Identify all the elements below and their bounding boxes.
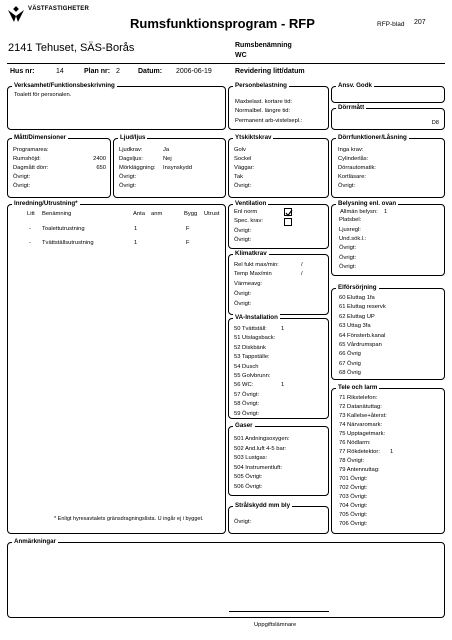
tele-row-value: 1: [390, 449, 394, 455]
power-row: 68 Övrig: [339, 370, 361, 377]
ventilation-row: Enl norm: [234, 209, 258, 215]
tele-row-label: 76 Nödlarm:: [339, 440, 371, 446]
sound-light-label: Övrigt:: [119, 174, 137, 180]
surface-row: Sockel: [234, 156, 252, 162]
lighting-label: Und.sök.l.:: [339, 235, 367, 242]
power-row: 66 Övrig: [339, 351, 361, 358]
table-row-name: Tvättställsutrustning: [42, 240, 94, 246]
tele-row-label: 72 Datanätuttag:: [339, 404, 382, 410]
tele-row-label: 702 Övrigt:: [339, 485, 368, 491]
surface-row: Övrigt:: [234, 183, 252, 189]
tele-row-label: 705 Övrigt:: [339, 512, 368, 518]
climate-title: Klimatkrav: [235, 250, 267, 257]
climate-slash: /: [301, 262, 303, 268]
tele-row-label: 703 Övrigt:: [339, 494, 368, 500]
col-header-count: Anta: [133, 211, 145, 217]
person-load-row: Permanent arb-vistelsepl.:: [235, 118, 303, 124]
radiation-title: Strålskydd mm bly: [235, 502, 291, 509]
logo-text: VÄSTFASTIGHETER: [28, 6, 90, 12]
water-row-value: 1: [281, 382, 285, 389]
logo: [6, 6, 106, 28]
sound-light-label: Övrigt:: [119, 183, 137, 189]
tele-row-label: 78 Övrigt:: [339, 458, 365, 464]
climate-row: Övrigt:: [234, 301, 252, 307]
col-header-name: Benämning: [42, 211, 72, 217]
sound-light-value: Nej: [163, 156, 172, 162]
dimensions-section: [7, 134, 111, 198]
climate-slash: /: [301, 271, 303, 277]
person-load-row: Maxbelast. kortare tid:: [235, 99, 293, 105]
house-label: Hus nr:: [10, 68, 35, 75]
door-size-section: [331, 104, 445, 130]
water-installation-title: VA-Installation: [235, 314, 278, 321]
furnishing-footnote: * Enligt hyresavtalets gränsdragningslista. U ingår ej i bygget.: [54, 516, 204, 522]
approval-title: Ansv. Godk: [338, 82, 372, 89]
tele-row-label: 75 Upptagetmark:: [339, 431, 386, 437]
door-size-value: D8: [431, 120, 439, 126]
door-function-row: Övrigt:: [338, 183, 356, 189]
col-header-build: Bygg: [184, 211, 198, 217]
tele-alarm-title: Tele och larm: [338, 384, 378, 391]
dimension-value: 2400: [93, 156, 106, 162]
person-load-row: Normalbel. längre tid:: [235, 108, 291, 114]
dimension-label: Dagmått dörr:: [13, 165, 49, 171]
ventilation-row: Övrigt:: [234, 228, 252, 234]
tele-row-label: 73 Kallelse+återst:: [339, 413, 387, 419]
plan-value: 2: [116, 68, 120, 75]
table-row-build: F: [186, 240, 190, 246]
building-name: 2141 Tehuset, SÄS-Borås: [8, 42, 135, 54]
power-row: 65 Vårdrumspan: [339, 342, 382, 348]
climate-section: [228, 250, 329, 315]
tele-row-label: 77 Rökdetektor:: [339, 449, 380, 455]
tele-row-label: 79 Antennuttag:: [339, 467, 380, 473]
power-row: 62 Eluttag UP: [339, 313, 375, 320]
col-header-equip: Utrust: [204, 211, 220, 217]
provider-label: Uppgiftslämnare: [254, 622, 297, 628]
water-row-label: 56 WC:: [234, 382, 254, 389]
page-title: Rumsfunktionsprogram - RFP: [130, 16, 315, 31]
gas-row: 503 Lustgas:: [234, 455, 268, 462]
dimensions-title: Mått/Dimensioner: [14, 134, 66, 141]
activity-section: [7, 82, 226, 130]
climate-row: Övrigt:: [234, 291, 252, 297]
water-row-label: 54 Dusch: [234, 363, 259, 370]
lighting-label: Övrigt:: [339, 263, 357, 270]
remarks-section: [7, 538, 445, 618]
col-header-note: anm: [151, 211, 163, 217]
person-load-section: [228, 82, 329, 130]
power-row: 63 Uttag 3fa: [339, 323, 371, 330]
door-size-title: Dörrmått: [338, 104, 365, 111]
water-row-label: 50 Tvättställ:: [234, 326, 267, 332]
surface-row: Golv: [234, 147, 246, 153]
power-row: 60 Eluttag 1fa: [339, 295, 375, 301]
surface-section: [228, 134, 329, 198]
water-row-label: 53 Tappställe:: [234, 354, 270, 361]
header-divider: [7, 63, 445, 64]
gas-row: 501 Andningsoxygen:: [234, 436, 290, 442]
dimension-label: Rumshöjd:: [13, 156, 41, 162]
water-row-label: 51 Utslagsback:: [234, 335, 276, 342]
remarks-title: Anmärkningar: [14, 538, 56, 545]
table-row-litt: -: [29, 240, 31, 246]
signature-line: [229, 611, 329, 612]
approval-section: [331, 82, 445, 103]
lighting-value: 1: [384, 209, 388, 215]
tele-row-label: 706 Övrigt:: [339, 521, 368, 527]
sheet-number: 207: [414, 19, 426, 26]
radiation-section: [228, 502, 329, 534]
furnishing-section: [7, 200, 226, 534]
table-row-litt: -: [29, 226, 31, 232]
sound-light-value: Insynskydd: [163, 165, 192, 171]
climate-row: Rel fukt max/min:: [234, 262, 279, 268]
radiation-row: Övrigt:: [234, 519, 252, 525]
lighting-label: Övrigt:: [339, 245, 357, 252]
plan-label: Plan nr:: [84, 68, 111, 75]
door-function-section: [331, 134, 445, 198]
tele-row-label: 701 Övrigt:: [339, 476, 368, 482]
water-row-label: 55 Golvbrunn:: [234, 373, 271, 379]
ventilation-section: [228, 200, 329, 249]
gases-title: Gaser: [235, 422, 253, 429]
activity-title: Verksamhet/Funktionsbeskrivning: [14, 82, 115, 89]
lighting-label: Övrigt:: [339, 254, 357, 261]
gas-row: 504 Instrumentluft:: [234, 464, 283, 471]
tele-row-label: 74 Närvaromark:: [339, 422, 383, 428]
lighting-label: Ljusregl:: [339, 226, 361, 233]
water-row-value: 1: [281, 326, 285, 332]
ventilation-row: Övrigt:: [234, 237, 252, 243]
person-load-title: Personbelastning: [235, 82, 287, 89]
sound-light-value: Ja: [163, 147, 170, 153]
table-row-count: 1: [134, 240, 138, 246]
door-function-row: Kortläsare:: [338, 174, 367, 180]
dimension-label: Programarea:: [13, 147, 49, 153]
surface-row: Tak: [234, 174, 244, 180]
activity-text: Toalett för personalen.: [14, 92, 72, 98]
sound-light-label: Mörkläggning:: [119, 165, 156, 171]
sound-light-title: Ljud/ljus: [120, 134, 146, 141]
water-row-label: 52 Diskbänk: [234, 344, 266, 351]
power-row: 67 Övrig: [339, 360, 361, 367]
lighting-label: Platsbel:: [339, 217, 362, 224]
water-row-label: 59 Övrigt:: [234, 410, 260, 417]
water-row-label: 57 Övrigt:: [234, 391, 260, 398]
power-supply-title: Elförsörjning: [338, 284, 377, 291]
climate-row: Temp Max/min: [234, 271, 272, 277]
power-row: 64 Fönsterb.kanal: [339, 332, 386, 339]
power-row: 61 Eluttag reservk: [339, 304, 386, 311]
table-row-name: Toalettutrustning: [42, 226, 85, 232]
gas-row: 505 Övrigt:: [234, 474, 263, 481]
dimension-label: Övrigt:: [13, 183, 31, 189]
room-name-value: WC: [235, 52, 247, 59]
door-function-row: Dörrautomatik:: [338, 165, 377, 171]
sound-light-label: Dagsljus:: [119, 156, 143, 162]
door-function-row: Inga krav:: [338, 147, 364, 153]
sound-light-section: [113, 134, 226, 198]
date-value: 2006-06-19: [176, 68, 212, 75]
tele-row-label: 704 Övrigt:: [339, 503, 368, 509]
door-function-row: Cylinderlås:: [338, 156, 369, 162]
lighting-title: Belysning enl. ovan: [338, 200, 397, 207]
lighting-label: Allmän belysn:: [340, 209, 378, 215]
date-label: Datum:: [138, 68, 163, 75]
water-row-label: 58 Övrigt:: [234, 401, 260, 408]
gas-row: 502 And.luft 4-5 bar:: [234, 445, 287, 452]
ventilation-title: Ventilation: [235, 200, 267, 207]
room-name-label: Rumsbenämning: [235, 42, 292, 49]
table-row-build: F: [186, 226, 190, 232]
check-icon: [285, 209, 293, 217]
dimension-value: 650: [96, 165, 106, 171]
logo-icon: [6, 6, 26, 26]
sound-light-label: Ljudkrav:: [119, 147, 143, 153]
tele-row-label: 71 Rikstelefon:: [339, 395, 378, 401]
gas-row: 506 Övrigt:: [234, 484, 263, 490]
special-req-checkbox[interactable]: [284, 218, 292, 226]
furnishing-title: Inredning/Utrustning*: [14, 200, 78, 207]
surface-row: Väggar:: [234, 165, 255, 171]
climate-row: Värmeavg:: [234, 281, 263, 287]
house-value: 14: [56, 68, 64, 75]
sheet-label: RFP-blad: [377, 21, 405, 28]
door-function-title: Dörrfunktioner/Låsning: [338, 134, 407, 141]
ventilation-row: Spec. krav:: [234, 218, 263, 224]
surface-title: Ytskiktskrav: [235, 134, 272, 141]
dimension-label: Övrigt:: [13, 174, 31, 180]
col-header-litt: Litt: [27, 211, 35, 217]
norm-checkbox[interactable]: [284, 208, 292, 216]
table-row-count: 1: [134, 226, 138, 232]
revision-label: Revidering litt/datum: [235, 68, 305, 75]
